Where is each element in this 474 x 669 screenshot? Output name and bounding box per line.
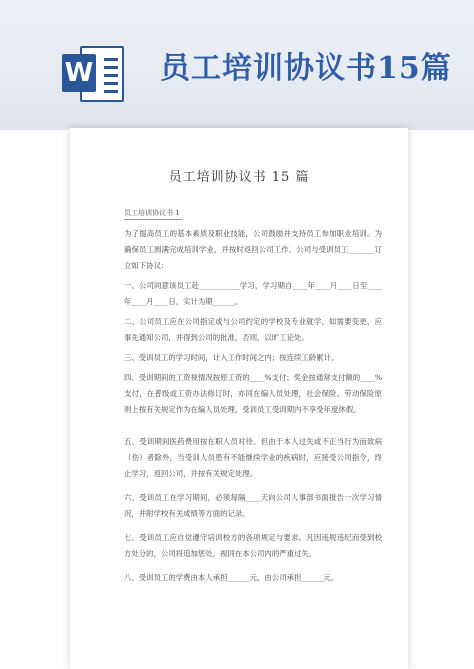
paragraph-intro: 为了提高员工的基本素质及职业技能，公司鼓励并支持员工参加职业培训。为确保员工圆满完成培训学业，并按时返回公司工作，公司与受训员工_______订立如下协议： — [124, 229, 382, 270]
paragraph-5: 五、受训期间医药费用按在职人员对待。但由于本人过失或不正当行为而致病（伤）者除外，当受训人员患有不能继续学业的疾病时，应接受公司指令，终止学习，返回公司，并按有关规定处理。 — [124, 437, 382, 478]
word-logo-icon — [62, 44, 124, 102]
paragraph-8: 八、受训员工的学费由本人承担______元，由公司承担______元。 — [124, 573, 339, 582]
paragraph-4: 四、受训期间的工资视情况按原工资的____%支付；奖金按通常支付额的____%支付，在普级或工资办法修订时，亦同在编人员处理，社会保险、劳动保险原则上按有关规定作为在编人员处理，受训员工受训期内不享受年度休假。 — [124, 373, 382, 414]
section-label: 员工培训协议书 1 — [124, 208, 182, 220]
header-banner — [0, 0, 474, 130]
document-title: 员工培训协议书 15 篇 — [168, 170, 310, 185]
banner-title: 员工培训协议书15篇 — [160, 51, 452, 86]
word-badge: W — [62, 54, 96, 92]
paragraph-3: 三、受训员工的学习时间，计入工作时间之内；按连续工龄累计。 — [124, 353, 339, 362]
paragraph-2: 二、公司员工应在公司指定或与公司约定的学校及专业就学，如需要变更，应事先通知公司，并得到公司的批准，否则，以旷工论处。 — [124, 317, 382, 342]
paragraph-7: 七、受训员工应自觉遵守培训校方的各项规定与要求。凡因违规违纪而受到校方处分的，公司将追加惩处，视同在本公司内的严重过失。 — [124, 533, 382, 558]
paragraph-6: 六、受训员工在学习期间，必须每隔____天向公司人事部书面报告一次学习情况，并附学校有关成绩等方面的记录。 — [124, 493, 382, 518]
paragraph-1: 一、公司同意该员工赴___________学习，学习期自____年____月____日至____年____月____日，实计为期______。 — [124, 281, 382, 306]
document-page — [70, 128, 408, 669]
